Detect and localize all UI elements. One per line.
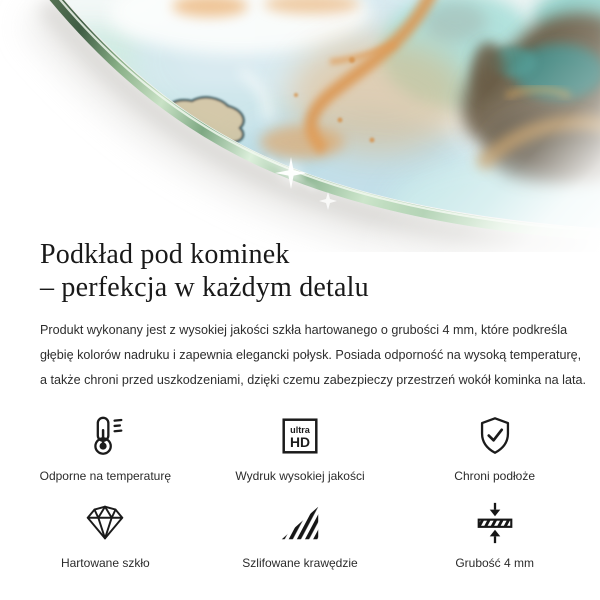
thickness-icon <box>472 500 518 546</box>
feature-temperature-resistant <box>8 413 203 483</box>
feature-polished-edges <box>203 500 398 570</box>
feature-label: Grubość 4 mm <box>455 556 534 570</box>
title-line-1: Podkład pod kominek <box>40 239 290 270</box>
description-line: głębię kolorów nadruku i zapewnia elegancki połysk. Posiada odporność na wysoką temperaturę, <box>40 348 582 362</box>
title-line-2: – perfekcja w każdym detalu <box>40 272 369 303</box>
feature-protects-floor <box>397 413 592 483</box>
feature-label: Chroni podłoże <box>454 469 536 483</box>
product-description <box>40 318 586 393</box>
svg-text:HD: HD <box>289 434 311 451</box>
svg-text:ultra: ultra <box>290 425 310 436</box>
page-title <box>40 238 560 304</box>
diamond-icon <box>82 500 128 546</box>
features-grid <box>8 413 592 570</box>
polished-edges-icon <box>277 500 323 546</box>
feature-label: Odporne na temperaturę <box>39 469 172 483</box>
description-line: a także chroni przed uszkodzeniami, dzięki czemu zabezpieczy przestrzeń wokół kominka na lata. <box>40 373 586 387</box>
feature-thickness <box>397 500 592 570</box>
feature-label: Wydruk wysokiej jakości <box>235 469 365 483</box>
feature-print-quality <box>203 413 398 483</box>
thermometer-icon <box>82 413 128 459</box>
shield-check-icon <box>472 413 518 459</box>
feature-tempered-glass <box>8 500 203 570</box>
feature-label: Szlifowane krawędzie <box>242 556 358 570</box>
ultra-hd-icon <box>277 413 323 459</box>
description-line: Produkt wykonany jest z wysokiej jakości szkła hartowanego o grubości 4 mm, które podkreśla <box>40 323 568 337</box>
feature-label: Hartowane szkło <box>60 556 150 570</box>
